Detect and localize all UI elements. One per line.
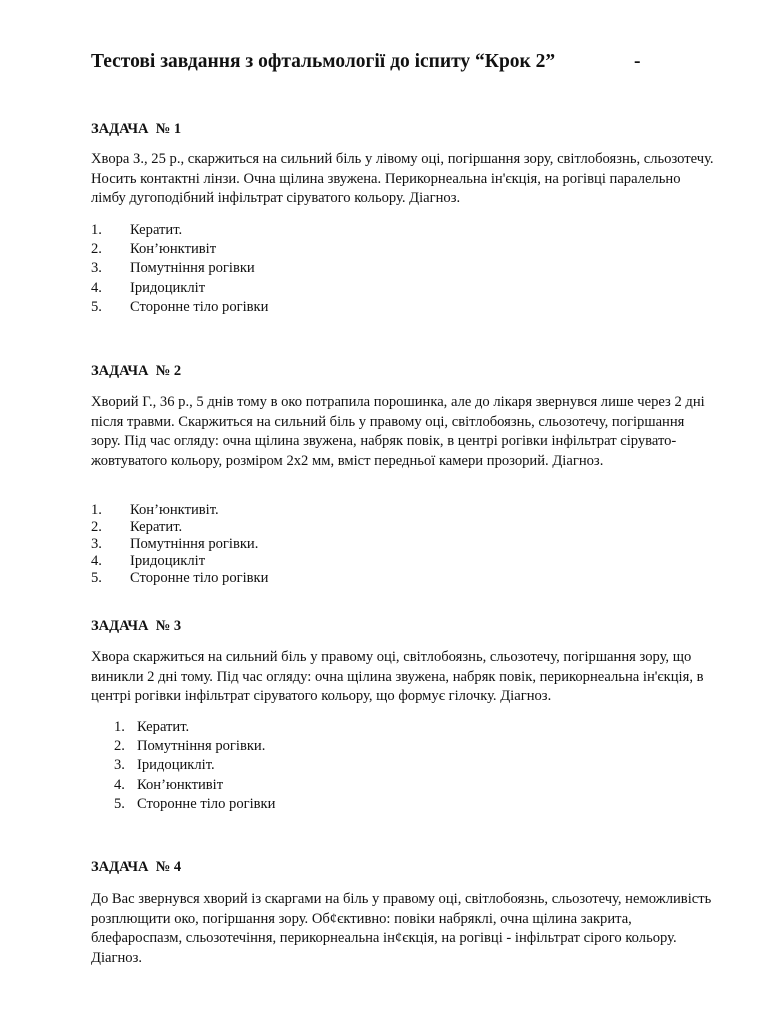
option-number: 2.	[91, 519, 102, 535]
list-item	[114, 718, 275, 737]
task-4-text: До Вас звернувся хворий із скаргами на біль у правому оці, світлобоязнь, сльозотечу, неможливість розплющити око, погіршання зору. Об¢єктивно: повіки набряклі, очна щілина закрита, блефароспазм, сльозотечіння, перикорнеальна ін¢єкція, на рогівці - інфільтрат сірого кольору. Діагноз.	[91, 891, 712, 967]
option-number: 4.	[91, 553, 102, 569]
list-item	[91, 502, 268, 519]
option-number: 2.	[91, 241, 102, 258]
document-title: Тестові завдання з офтальмології до іспиту “Крок 2”	[91, 51, 556, 72]
task-2-text: Хворий Г., 36 р., 5 днів тому в око потрапила порошинка, але до лікаря звернувся лише через 2 дні після травми. Скаржиться на сильний біль у правому оці, світлобоязнь, сльозотечу, погіршання зору. Під час огляду: очна щілина звужена, набряк повік, в центрі рогівки інфільтрат сірувато-жовтуватого кольору, розміром 2х2 мм, вміст передньої камери прозорий. Діагноз.	[91, 394, 705, 470]
option-number: 1.	[91, 502, 102, 518]
task-2-heading: ЗАДАЧА № 2	[91, 363, 182, 379]
option-number: 3.	[91, 260, 102, 277]
option-label: Іридоцикліт.	[137, 757, 215, 774]
option-label: Кон’юнктивіт.	[130, 502, 219, 518]
list-item	[91, 240, 268, 259]
option-label: Кератит.	[130, 222, 183, 238]
option-label: Помутніння рогівки.	[130, 536, 259, 552]
option-label: Іридоцикліт	[130, 553, 206, 569]
list-item	[91, 536, 268, 553]
list-item	[114, 756, 275, 775]
option-number: 2.	[114, 738, 125, 755]
option-number: 5.	[91, 298, 102, 315]
option-number: 3.	[114, 757, 125, 774]
task-1-heading: ЗАДАЧА № 1	[91, 121, 182, 137]
list-item	[91, 298, 268, 317]
option-number: 5.	[114, 795, 125, 812]
option-number: 5.	[91, 570, 102, 586]
option-label: Кератит.	[130, 519, 183, 535]
list-item	[91, 570, 268, 587]
task-1-text: Хвора З., 25 р., скаржиться на сильний біль у лівому оці, погіршання зору, світлобоязнь, сльозотечу. Носить контактні лінзи. Очна щілина звужена. Перикорнеальна ін'єкція, на рогівці паралельно лімбу дугоподібний інфільтрат сіруватого кольору. Діагноз.	[91, 151, 714, 207]
task-3-options	[114, 718, 275, 814]
option-label: Помутніння рогівки.	[137, 738, 266, 755]
option-number: 4.	[91, 279, 102, 296]
option-label: Кератит.	[137, 719, 190, 735]
task-2-options	[91, 502, 268, 587]
option-label: Помутніння рогівки	[130, 260, 255, 277]
option-label: Сторонне тіло рогівки	[137, 795, 276, 812]
option-number: 1.	[114, 719, 125, 735]
option-number: 4.	[114, 776, 125, 793]
option-label: Сторонне тіло рогівки	[130, 298, 269, 315]
task-3-text: Хвора скаржиться на сильний біль у правому оці, світлобоязнь, сльозотечу, погіршання зору, що виникли 2 дні тому. Під час огляду: очна щілина звужена, набряк повік, перикорнеальна ін'єкція, в центрі рогівки інфільтрат сіруватого кольору, що формує гілочку. Діагноз.	[91, 649, 704, 705]
option-label: Іридоцикліт	[130, 279, 206, 296]
list-item	[91, 553, 268, 570]
list-item	[114, 737, 275, 756]
option-number: 3.	[91, 536, 102, 552]
list-item	[91, 259, 268, 278]
list-item	[114, 776, 275, 795]
task-1-options	[91, 221, 268, 317]
option-label: Сторонне тіло рогівки	[130, 570, 269, 586]
list-item	[114, 795, 275, 814]
option-label: Кон’юнктивіт	[130, 241, 217, 258]
task-4-heading: ЗАДАЧА № 4	[91, 859, 182, 875]
list-item	[91, 279, 268, 298]
list-item	[91, 221, 268, 240]
list-item	[91, 519, 268, 536]
title-dash: -	[634, 51, 641, 72]
option-number: 1.	[91, 222, 102, 238]
option-label: Кон’юнктивіт	[137, 776, 224, 793]
task-3-heading: ЗАДАЧА № 3	[91, 618, 182, 634]
